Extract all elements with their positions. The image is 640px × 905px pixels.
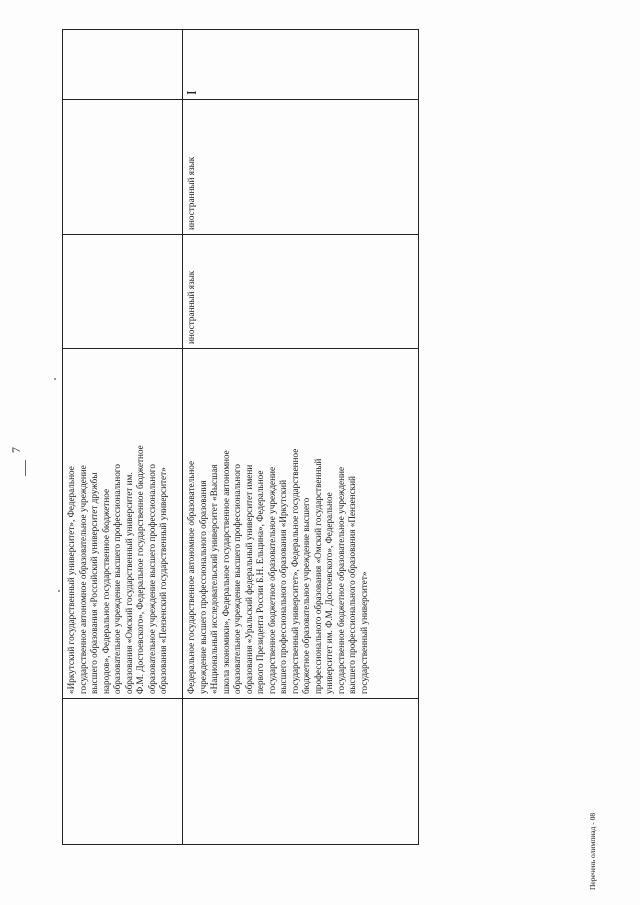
table-row xyxy=(63,30,183,845)
table-cell-subject xyxy=(63,235,183,349)
table-cell-number xyxy=(183,699,419,845)
scan-mark xyxy=(25,460,26,476)
table-cell-profile: иностранный язык xyxy=(183,100,419,235)
footer-text: Перечень олимпиад - 08 xyxy=(588,812,597,890)
olympiad-table xyxy=(62,29,419,845)
table-cell-subject: иностранный язык xyxy=(183,235,419,349)
table-cell-organizers: Федеральное государственное автономное образовательное учреждение высшего профессионального образования «Национальный исследовательский университет «Высшая школа экономики», Федеральное государственное автономное образовательное учреждение высшего профессионального образования «Уральский федеральный университет имени первого Президента России Б.Н. Ельцина», Федеральное государственное бюджетное образовательное учреждение высшего профессионального образования «Иркутский государственный университет», Федеральное государственное бюджетное образовательное учреждение высшего профессионального образования «Омский государственный университет им. Ф.М. Достоевского», Федеральное государственное бюджетное образовательное учреждение высшего профессионального образования «Пензенский государственный университет» xyxy=(183,349,419,699)
table-cell-organizers: «Иркутский государственный университет», Федеральное государственное автономное образовательное учреждение высшего образования «Российский университет дружбы народов», Федеральное государственное бюджетное образовательное учреждение высшего профессионального образования «Омский государственный университет им. Ф.М. Достоевского», Федеральное государственное бюджетное образовательное учреждение высшего профессионального образования «Пензенский государственный университет» xyxy=(63,349,183,699)
scan-speck xyxy=(58,590,60,592)
table-row xyxy=(183,30,419,845)
page-number: 7 xyxy=(9,447,23,453)
table-cell-number xyxy=(63,699,183,845)
table-cell-level: I xyxy=(183,30,419,100)
table-cell-level xyxy=(63,30,183,100)
scan-speck xyxy=(54,378,56,380)
table-cell-profile xyxy=(63,100,183,235)
